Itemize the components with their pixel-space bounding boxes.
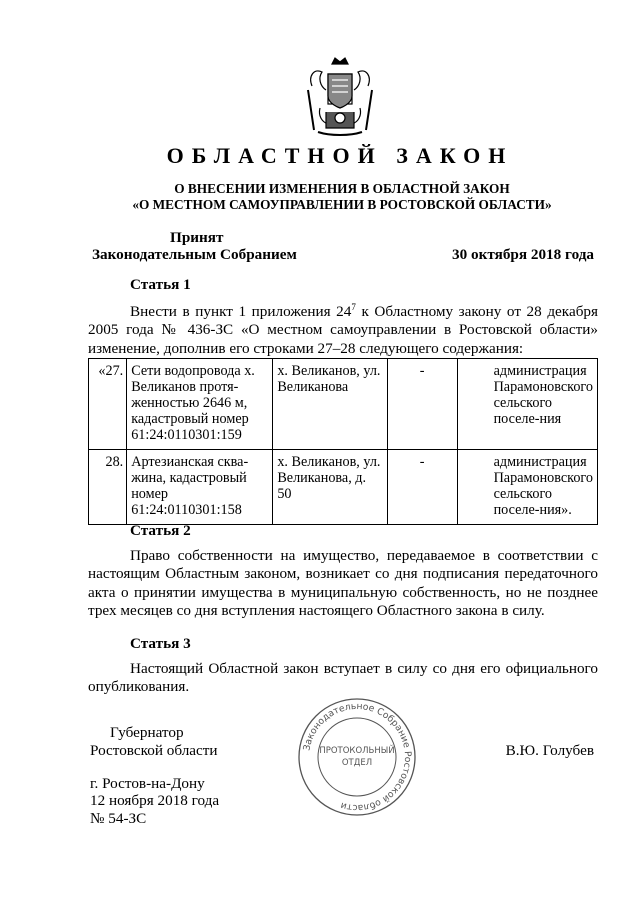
amendment-table [88, 358, 598, 525]
footer-place: г. Ростов-на-Дону [90, 775, 205, 792]
row-number: «27. [89, 359, 127, 450]
stamp-inner-line-1: ПРОТОКОЛЬНЫЙ [319, 746, 395, 756]
table-row [89, 359, 598, 450]
document-title: ОБЛАСТНОЙ ЗАКОН [166, 143, 514, 168]
owner-cell: администрация Парамоновского сельского поселе-ния». [457, 450, 597, 525]
article-1-superscript: 7 [351, 302, 356, 312]
document-subtitle [0, 181, 640, 213]
extra-cell: - [387, 359, 457, 450]
article-3-heading: Статья 3 [130, 635, 191, 652]
stamp-inner-line-2: ОТДЕЛ [341, 758, 373, 768]
subtitle-line-2: «О МЕСТНОМ САМОУПРАВЛЕНИИ В РОСТОВСКОЙ ОБЛАСТИ» [132, 197, 552, 212]
address-cell: х. Великанов, ул. Великанова, д. 50 [273, 450, 387, 525]
coat-of-arms-emblem [304, 56, 376, 138]
table-row [89, 450, 598, 525]
stamp-outer-text: Законодательное Собрание Ростовской области [301, 700, 414, 814]
object-cell: Сети водопровода х. Великанов протя-женностью 2646 м, кадастровый номер 61:24:0110301:159 [127, 359, 273, 450]
signature-name: В.Ю. Голубев [505, 742, 594, 759]
article-1-text [88, 298, 598, 358]
adoption-body: Законодательным Собранием [92, 246, 297, 263]
address-cell: х. Великанов, ул. Великанова [273, 359, 387, 450]
row-number: 28. [89, 450, 127, 525]
signature-position-line-1: Губернатор [110, 724, 184, 741]
article-1-heading: Статья 1 [130, 276, 191, 293]
footer-number: № 54-ЗС [90, 810, 147, 827]
official-stamp [296, 696, 418, 818]
article-1-text-end: к Областному закону от 28 декабря 2005 года № 436-ЗС «О местном самоуправлении в Ростовской области» изменение, дополнив его строками 27–28 следующего содержания: [88, 303, 598, 357]
object-cell: Артезианская сква-жина, кадастровый номер 61:24:0110301:158 [127, 450, 273, 525]
signature-position-line-2: Ростовской области [90, 742, 218, 759]
subtitle-line-1: О ВНЕСЕНИИ ИЗМЕНЕНИЯ В ОБЛАСТНОЙ ЗАКОН [174, 181, 510, 196]
article-1-text-start: Внести в пункт 1 приложения 24 [130, 303, 352, 321]
article-2-text [88, 547, 598, 621]
adoption-label: Принят [170, 229, 224, 246]
adoption-date: 30 октября 2018 года [452, 246, 594, 263]
owner-cell: администрация Парамоновского сельского поселе-ния [457, 359, 597, 450]
article-2-body: Право собственности на имущество, передаваемое в соответствии с настоящим Областным законом, возникает со дня подписания передаточного акта о принятии имущества в муниципальную собственность, но не позднее трех месяцев со дня вступления настоящего Областного закона в силу. [88, 547, 598, 620]
article-2-heading: Статья 2 [130, 522, 191, 539]
extra-cell: - [387, 450, 457, 525]
footer-date: 12 ноября 2018 года [90, 792, 220, 809]
article-3-body: Настоящий Областной закон вступает в силу со дня его официального опубликования. [88, 660, 598, 696]
article-3-text [88, 660, 598, 697]
